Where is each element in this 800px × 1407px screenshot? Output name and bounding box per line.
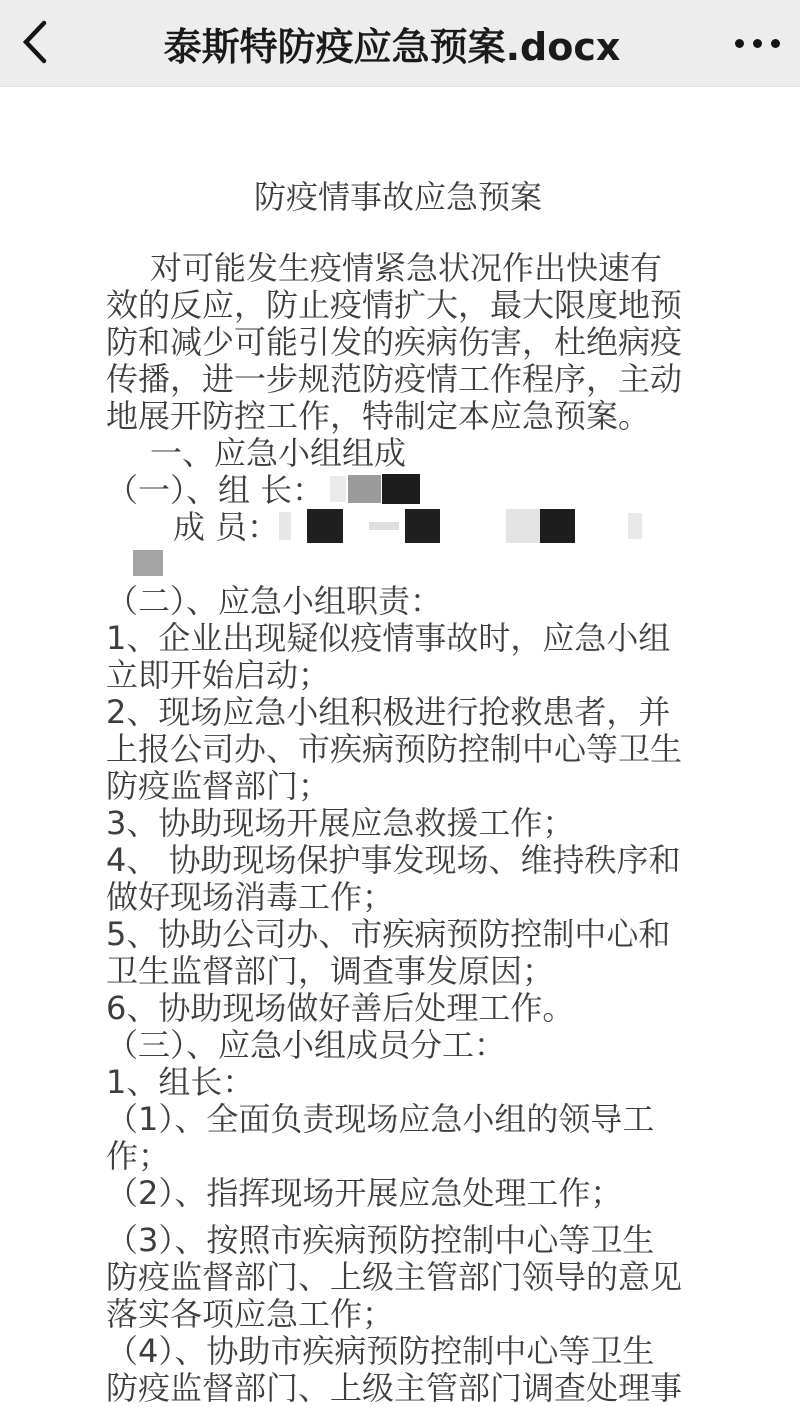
doc-line-text: 防疫监督部门；: [106, 767, 331, 805]
doc-line-text: 一、应急小组组成: [150, 434, 407, 472]
doc-line: [106, 879, 690, 916]
doc-line-text: 卫生监督部门，调查事发原因；: [106, 952, 555, 990]
redacted-text-block: [369, 522, 399, 530]
doc-line-text: 立即开始启动；: [106, 656, 331, 694]
doc-line-text: 传播，进一步规范防疫情工作程序，主动: [106, 360, 683, 398]
redacted-text-block: [628, 513, 642, 539]
redacted-text-block: [348, 475, 381, 503]
doc-line: [106, 1333, 690, 1370]
doc-line: [106, 1064, 690, 1101]
document-filename-title: 泰斯特防疫应急预案.docx: [163, 24, 621, 69]
doc-line: [106, 1370, 690, 1407]
doc-line-text: 地展开防控工作，特制定本应急预案。: [106, 397, 651, 435]
doc-line: [106, 398, 690, 435]
doc-line: [106, 731, 690, 768]
doc-line: [106, 842, 690, 879]
document-scroll-area[interactable]: [0, 87, 800, 1407]
doc-line: [106, 250, 690, 287]
doc-line-text: 4、 协助现场保护事发现场、维持秩序和: [106, 841, 681, 879]
redacted-text-block: [405, 509, 440, 543]
redacted-text-block: [540, 509, 575, 543]
doc-line-text: 1、企业出现疑似疫情事故时，应急小组: [106, 619, 671, 657]
doc-line-text: （4）、协助市疾病预防控制中心等卫生: [106, 1332, 655, 1370]
doc-line: [106, 620, 690, 657]
doc-line-text: 成 员：: [173, 508, 280, 546]
doc-line-text: 5、协助公司办、市疾病预防控制中心和: [106, 915, 671, 953]
doc-line: [106, 509, 690, 546]
doc-line: [106, 1259, 690, 1296]
doc-line-text: （二）、应急小组职责：: [106, 582, 443, 620]
doc-line: [106, 435, 690, 472]
doc-line: [106, 546, 690, 583]
more-options-button[interactable]: [714, 0, 800, 87]
ellipsis-icon: [735, 39, 744, 48]
doc-line-text: （三）、应急小组成员分工：: [106, 1026, 507, 1064]
doc-line: [106, 805, 690, 842]
ellipsis-icon: [753, 39, 762, 48]
doc-line: [106, 324, 690, 361]
doc-line-text: （2）、指挥现场开展应急处理工作；: [106, 1174, 623, 1212]
doc-line-text: 对可能发生疫情紧急状况作出快速有: [150, 249, 663, 287]
doc-line: [106, 694, 690, 731]
doc-line-text: 防和减少可能引发的疾病伤害，杜绝病疫: [106, 323, 683, 361]
redacted-text-block: [279, 512, 291, 540]
doc-line-text: 落实各项应急工作；: [106, 1295, 395, 1333]
doc-line-text: 防疫监督部门、上级主管部门调查处理事: [106, 1369, 683, 1407]
doc-line-text: 效的反应，防止疫情扩大，最大限度地预: [106, 286, 683, 324]
doc-line-text: （一）、组 长：: [106, 471, 325, 509]
document-lines: [106, 250, 690, 1407]
doc-line: [106, 657, 690, 694]
doc-line-text: 作；: [106, 1137, 171, 1175]
doc-line: [106, 990, 690, 1027]
doc-line-text: 上报公司办、市疾病预防控制中心等卫生: [106, 730, 683, 768]
redacted-text-block: [307, 509, 343, 543]
doc-line: [106, 768, 690, 805]
back-button[interactable]: [0, 0, 70, 87]
chevron-left-icon: [22, 20, 48, 67]
doc-line: [106, 1296, 690, 1333]
ellipsis-icon: [771, 39, 780, 48]
doc-line: [106, 1138, 690, 1175]
redacted-text-block: [330, 476, 346, 502]
doc-line: [106, 1101, 690, 1138]
doc-line: [106, 1027, 690, 1064]
doc-line-text: 6、协助现场做好善后处理工作。: [106, 989, 575, 1027]
doc-line: [106, 287, 690, 324]
doc-line-text: 做好现场消毒工作；: [106, 878, 395, 916]
doc-line-text: 防疫监督部门、上级主管部门领导的意见: [106, 1258, 683, 1296]
doc-line: [106, 361, 690, 398]
doc-line-text: 1、组长：: [106, 1063, 255, 1101]
doc-line-text: （3）、按照市疾病预防控制中心等卫生: [106, 1221, 655, 1259]
doc-line-text: 3、协助现场开展应急救援工作；: [106, 804, 575, 842]
navbar: [0, 0, 800, 87]
redacted-text-block: [382, 474, 420, 504]
doc-line: [106, 472, 690, 509]
doc-line: [106, 953, 690, 990]
doc-line-text: 2、现场应急小组积极进行抢救患者，并: [106, 693, 671, 731]
redacted-text-block: [506, 509, 540, 543]
doc-line: [106, 583, 690, 620]
document-heading: 防疫情事故应急预案: [253, 178, 542, 216]
doc-line: [106, 1222, 690, 1259]
redacted-text-block: [133, 550, 163, 576]
doc-line: [106, 916, 690, 953]
doc-line: [106, 1175, 690, 1212]
doc-line-text: （1）、全面负责现场应急小组的领导工: [106, 1100, 655, 1138]
